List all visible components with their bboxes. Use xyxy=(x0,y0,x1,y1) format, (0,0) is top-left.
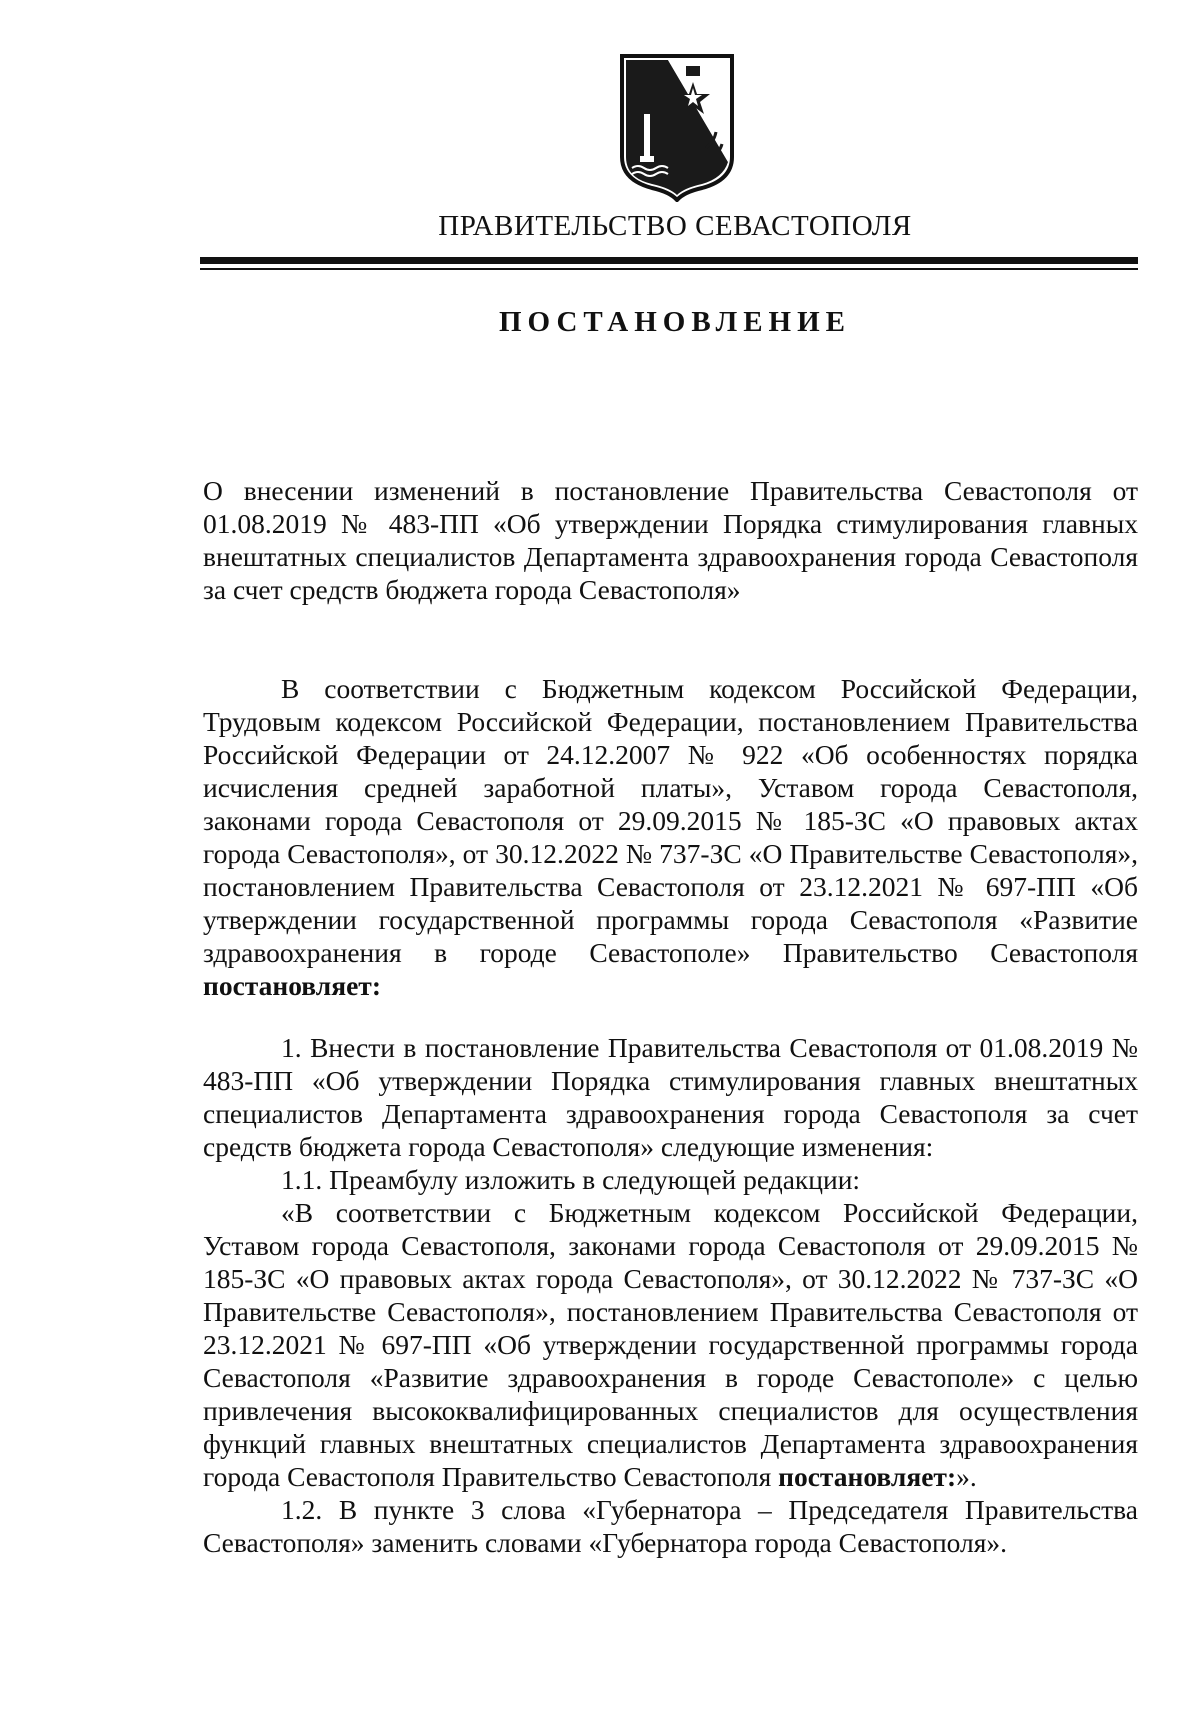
government-title: ПРАВИТЕЛЬСТВО СЕВАСТОПОЛЯ xyxy=(438,210,912,242)
item-1-1-quote-end: ». xyxy=(956,1461,977,1492)
document-type-title: ПОСТАНОВЛЕНИЕ xyxy=(498,306,851,338)
header-divider-thick xyxy=(200,257,1138,264)
item-1-2: 1.2. В пункте 3 слова «Губернатора – Председателя Правительства Севастополя» заменить словами «Губернатора города Севастополя». xyxy=(203,1494,1138,1558)
item-1-1-quote xyxy=(203,1196,1138,1493)
item-1-1-quote-resolves: постановляет: xyxy=(778,1461,957,1492)
header-divider-thin xyxy=(200,268,1138,270)
preamble-resolves: постановляет: xyxy=(203,970,381,1001)
preamble-text: В соответствии с Бюджетным кодексом Российской Федерации, Трудовым кодексом Российской Федерации, постановлением Правительства Российской Федерации от 24.12.2007 № 922 «Об особенностях порядка исчисления средней заработной платы», Уставом города Севастополя, законами города Севастополя от 29.09.2015 № 185-ЗС «О правовых актах города Севастополя», от 30.12.2022 № 737-ЗС «О Правительстве Севастополя», постановлением Правительства Севастополя от 23.12.2021 № 697-ПП «Об утверждении государственной программы города Севастополя «Развитие здравоохранения в городе Севастополе» Правительство Севастополя xyxy=(203,673,1138,968)
resolution-items xyxy=(203,1031,1138,1559)
item-1-1: 1.1. Преамбулу изложить в следующей редакции: xyxy=(281,1164,861,1195)
document-subject: О внесении изменений в постановление Правительства Севастополя от 01.08.2019 № 483-ПП «Об утверждении Порядка стимулирования главных внештатных специалистов Департамента здравоохранения города Севастополя за счет средств бюджета города Севастополя» xyxy=(203,475,1138,605)
item-1: 1. Внести в постановление Правительства Севастополя от 01.08.2019 № 483-ПП «Об утверждении Порядка стимулирования главных внештатных специалистов Департамента здравоохранения города Севастополя за счет средств бюджета города Севастополя» следующие изменения: xyxy=(203,1032,1138,1162)
item-1-1-quote-text: «В соответствии с Бюджетным кодексом Российской Федерации, Уставом города Севастополя, законами города Севастополя от 29.09.2015 № 185-ЗС «О правовых актах города Севастополя», от 30.12.2022 № 737-ЗС «О Правительстве Севастополя», постановлением Правительства Севастополя от 23.12.2021 № 697-ПП «Об утверждении государственной программы города Севастополя «Развитие здравоохранения в городе Севастополе» с целью привлечения высококвалифицированных специалистов для осуществления функций главных внештатных специалистов Департамента здравоохранения города Севастополя Правительство Севастополя xyxy=(203,1197,1138,1492)
preamble-paragraph xyxy=(203,672,1138,1002)
sevastopol-coat-of-arms-icon xyxy=(618,52,736,202)
